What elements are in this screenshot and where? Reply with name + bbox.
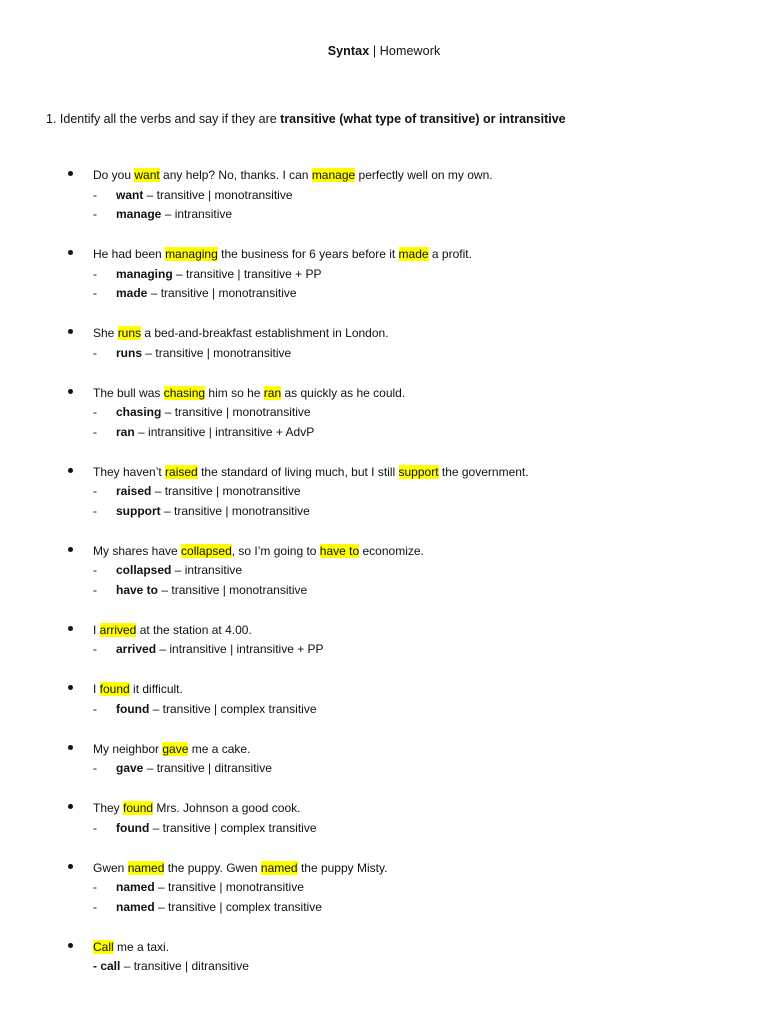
analysis-text <box>116 561 242 579</box>
analysis-text <box>93 957 249 975</box>
sentence-segment: economize. <box>359 543 424 558</box>
highlighted-verb: gave <box>162 741 189 756</box>
dash-marker: - <box>93 880 97 894</box>
analysis-type: – transitive | complex transitive <box>149 820 317 835</box>
analysis-type: – transitive | monotransitive <box>160 503 310 518</box>
analysis-text <box>116 581 307 599</box>
analysis-type: – transitive | monotransitive <box>147 286 297 300</box>
sentence-segment: the standard of living much, but I still <box>197 464 399 479</box>
dash-marker: - <box>93 899 97 914</box>
dash-marker: - <box>93 761 97 775</box>
bullet-icon <box>68 864 73 869</box>
dash-marker: - <box>93 503 97 518</box>
analysis-type: – intransitive <box>161 207 233 221</box>
title-bold: Syntax <box>327 44 370 58</box>
sentence-segment: the government. <box>438 464 529 479</box>
sentence-segment: the business for 6 years before it <box>217 247 399 261</box>
sentence-segment: it difficult. <box>129 682 183 696</box>
sentence-text <box>93 938 169 956</box>
analysis-type: – transitive | ditransitive <box>143 761 272 775</box>
sentence-segment: He had been <box>93 247 166 261</box>
analysis-text <box>116 284 297 302</box>
sentence-segment: him so he <box>205 385 264 400</box>
highlighted-verb: ran <box>263 385 282 400</box>
bullet-icon <box>68 329 73 334</box>
analysis-text <box>116 265 322 283</box>
dash-marker: - <box>93 701 97 716</box>
analysis-text <box>116 482 301 500</box>
highlighted-verb: manage <box>311 168 356 182</box>
analysis-text <box>116 878 304 896</box>
analysis-type: – intransitive <box>171 563 243 577</box>
analysis-verb: made <box>116 286 148 300</box>
sentence-segment: I <box>93 682 100 696</box>
dash-marker: - <box>93 820 97 835</box>
sentence-text <box>93 859 387 877</box>
analysis-verb: named <box>116 880 155 894</box>
bullet-icon <box>68 685 73 690</box>
dash-marker: - <box>93 345 97 360</box>
analysis-verb: collapsed <box>116 563 172 577</box>
sentence-segment: The bull was <box>93 385 164 400</box>
analysis-type: – transitive | monotransitive <box>143 187 293 202</box>
analysis-text <box>116 640 324 658</box>
bullet-icon <box>68 547 73 552</box>
analysis-text <box>116 759 272 777</box>
bullet-icon <box>68 943 73 948</box>
analysis-text <box>116 819 317 837</box>
highlighted-verb: made <box>398 247 429 261</box>
bullet-icon <box>68 468 73 473</box>
sentence-segment: me a taxi. <box>113 939 170 954</box>
sentence-segment: I <box>93 622 100 637</box>
sentence-segment: She <box>93 326 118 340</box>
sentence-segment: me a cake. <box>188 741 251 756</box>
sentence-segment: at the station at 4.00. <box>136 622 252 637</box>
analysis-verb: found <box>116 820 150 835</box>
sentence-segment: Mrs. Johnson a good cook. <box>153 801 301 815</box>
page-title <box>0 44 768 58</box>
highlighted-verb: found <box>99 682 130 696</box>
analysis-verb: ran <box>116 424 135 439</box>
analysis-text <box>116 502 310 520</box>
analysis-verb: arrived <box>116 642 157 656</box>
sentence-segment: the puppy. Gwen <box>164 860 261 875</box>
analysis-text <box>116 205 232 223</box>
analysis-verb: want <box>116 187 144 202</box>
dash-marker: - <box>93 187 97 202</box>
analysis-verb: managing <box>116 266 173 281</box>
highlighted-verb: collapsed <box>181 543 232 558</box>
analysis-type: – transitive | transitive + PP <box>172 266 322 281</box>
analysis-type: – transitive | complex transitive <box>154 899 322 914</box>
dash-marker: - <box>93 286 97 300</box>
highlighted-verb: support <box>398 464 439 479</box>
dash-marker: - <box>93 582 97 597</box>
sentence-segment: any help? No, thanks. I can <box>159 168 312 182</box>
sentence-text <box>93 384 405 402</box>
analysis-text <box>116 344 291 362</box>
highlighted-verb: raised <box>165 464 198 479</box>
sentence-text <box>93 621 252 639</box>
sentence-text <box>93 740 250 758</box>
bullet-icon <box>68 745 73 750</box>
sentence-segment: Do you <box>93 168 135 182</box>
bullet-icon <box>68 171 73 176</box>
sentence-segment: They haven’t <box>93 464 166 479</box>
analysis-verb: runs <box>116 345 143 360</box>
highlighted-verb: managing <box>165 247 218 261</box>
bullet-icon <box>68 250 73 255</box>
dash-marker: - <box>93 563 97 577</box>
sentence-segment: They <box>93 801 124 815</box>
question-prefix: 1. Identify all the verbs and say if they are <box>46 112 281 126</box>
sentence-text <box>93 245 472 263</box>
sentence-segment: the puppy Misty. <box>297 860 388 875</box>
dash-marker: - <box>93 484 97 498</box>
analysis-type: – transitive | monotransitive <box>161 405 311 419</box>
highlighted-verb: runs <box>117 326 142 340</box>
analysis-text <box>116 403 311 421</box>
analysis-verb: found <box>116 701 150 716</box>
dash-marker: - <box>93 424 97 439</box>
highlighted-verb: want <box>134 168 160 182</box>
question-heading <box>46 112 566 126</box>
analysis-verb: have to <box>116 582 159 597</box>
bullet-icon <box>68 804 73 809</box>
dash-marker: - <box>93 266 97 281</box>
sentence-segment: a bed-and-breakfast establishment in London. <box>141 326 389 340</box>
analysis-text <box>116 186 293 204</box>
analysis-type: – transitive | monotransitive <box>151 484 301 498</box>
analysis-text <box>116 898 322 916</box>
analysis-type: – transitive | monotransitive <box>158 582 308 597</box>
highlighted-verb: chasing <box>163 385 206 400</box>
sentence-text <box>93 324 389 342</box>
question-bold: transitive (what type of transitive) or intransitive <box>280 112 566 126</box>
sentence-segment: My shares have <box>93 543 182 558</box>
highlighted-verb: found <box>123 801 154 815</box>
sentence-segment: My neighbor <box>93 741 163 756</box>
sentence-segment: Gwen <box>93 860 128 875</box>
bullet-icon <box>68 626 73 631</box>
highlighted-verb: Call <box>93 939 114 954</box>
analysis-type: – intransitive | intransitive + AdvP <box>134 424 315 439</box>
analysis-text <box>116 700 317 718</box>
sentence-text <box>93 166 493 184</box>
sentence-segment: perfectly well on my own. <box>355 168 493 182</box>
highlighted-verb: named <box>260 860 298 875</box>
sentence-text <box>93 463 529 481</box>
bullet-icon <box>68 389 73 394</box>
sentence-segment: a profit. <box>428 247 472 261</box>
sentence-text <box>93 680 183 698</box>
analysis-verb: manage <box>116 207 162 221</box>
dash-marker: - <box>93 207 97 221</box>
analysis-verb: - call <box>93 959 121 973</box>
analysis-verb: named <box>116 899 155 914</box>
sentence-segment: as quickly as he could. <box>281 385 406 400</box>
analysis-verb: support <box>116 503 161 518</box>
dash-marker: - <box>93 405 97 419</box>
sentence-segment: , so I’m going to <box>231 543 320 558</box>
analysis-type: – transitive | complex transitive <box>149 701 317 716</box>
highlighted-verb: named <box>127 860 165 875</box>
highlighted-verb: have to <box>319 543 360 558</box>
analysis-verb: raised <box>116 484 152 498</box>
analysis-verb: gave <box>116 761 144 775</box>
analysis-type: – transitive | monotransitive <box>154 880 304 894</box>
analysis-type: – transitive | monotransitive <box>142 345 292 360</box>
dash-marker: - <box>93 642 97 656</box>
analysis-type: – intransitive | intransitive + PP <box>156 642 324 656</box>
title-rest: | Homework <box>369 44 441 58</box>
sentence-text <box>93 799 300 817</box>
highlighted-verb: arrived <box>99 622 137 637</box>
analysis-text <box>116 423 314 441</box>
sentence-text <box>93 542 424 560</box>
analysis-type: – transitive | ditransitive <box>120 959 249 973</box>
analysis-verb: chasing <box>116 405 162 419</box>
